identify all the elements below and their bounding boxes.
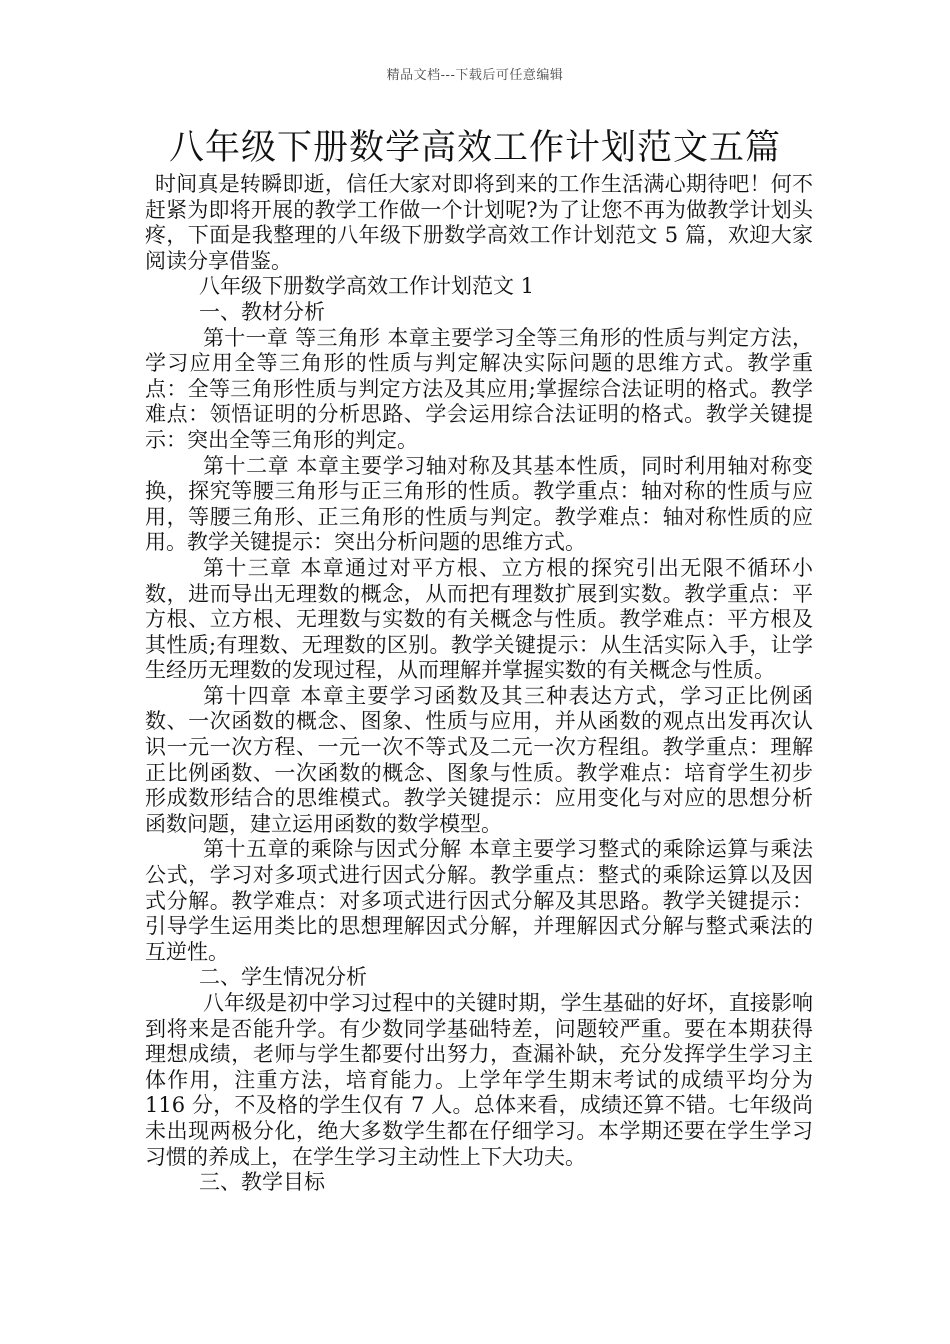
header-note: 精品文档---下载后可任意编辑	[386, 68, 564, 83]
paragraph-chapter-14: 第十四章 本章主要学习函数及其三种表达方式，学习正比例函数、一次函数的概念、图象、性质与应用，并从函数的观点出发再次认识一元一次方程、一元一次不等式及二元一次方程组。教学重点：理解正比例函数、一次函数的概念、图象与性质。教学难点：培育学生初步形成数形结合的思维模式。教学关键提示：应用变化与对应的思想分析函数问题，建立运用函数的数学模型。	[145, 683, 813, 836]
intro-paragraph: 时间真是转瞬即逝，信任大家对即将到来的工作生活满心期待吧！何不赶紧为即将开展的教学工作做一个计划呢?为了让您不再为做教学计划头疼，下面是我整理的八年级下册数学高效工作计划范文 5 篇，欢迎大家阅读分享借鉴。	[145, 172, 813, 273]
heading-teaching-goals: 三、教学目标	[199, 1170, 325, 1195]
heading-teaching-material: 一、教材分析	[199, 299, 325, 324]
document-title: 八年级下册数学高效工作计划范文五篇	[168, 128, 781, 168]
paragraph-chapter-15: 第十五章的乘除与因式分解 本章主要学习整式的乘除运算与乘法公式，学习对多项式进行因式分解。教学重点：整式的乘除运算以及因式分解。教学难点：对多项式进行因式分解及其思路。教学关键提示：引导学生运用类比的思想理解因式分解，并理解因式分解与整式乘法的互逆性。	[145, 837, 813, 964]
paragraph-chapter-13: 第十三章 本章通过对平方根、立方根的探究引出无限不循环小数，进而导出无理数的概念，从而把有理数扩展到实数。教学重点：平方根、立方根、无理数与实数的有关概念与性质。教学难点：平方根及其性质;有理数、无理数的区别。教学关键提示：从生活实际入手，让学生经历无理数的发现过程，从而理解并掌握实数的有关概念与性质。	[145, 555, 813, 683]
document-body	[145, 172, 813, 1196]
heading-student-analysis: 二、学生情况分析	[199, 965, 367, 990]
paragraph-chapter-12: 第十二章 本章主要学习轴对称及其基本性质，同时利用轴对称变换，探究等腰三角形与正三角形的性质。教学重点：轴对称的性质与应用，等腰三角形、正三角形的性质与判定。教学难点：轴对称性质的应用。教学关键提示：突出分析问题的思维方式。	[145, 453, 813, 555]
paragraph-chapter-11: 第十一章 等三角形 本章主要学习全等三角形的性质与判定方法，学习应用全等三角形的性质与判定解决实际问题的思维方式。教学重点：全等三角形性质与判定方法及其应用;掌握综合法证明的格式。教学难点：领悟证明的分析思路、学会运用综合法证明的格式。教学关键提示：突出全等三角形的判定。	[145, 325, 813, 452]
paragraph-student-analysis: 八年级是初中学习过程中的关键时期，学生基础的好坏，直接影响到将来是否能升学。有少数同学基础特差，问题较严重。要在本期获得理想成绩，老师与学生都要付出努力，查漏补缺，充分发挥学生学习主体作用，注重方法，培育能力。上学年学生期末考试的成绩平均分为 116 分，不及格的学生仅有 7 人。总体来看，成绩还算不错。七年级尚未出现两极分化，绝大多数学生都在仔细学习。本学期还要在学生学习习惯的养成上，在学生学习主动性上下大功夫。	[145, 991, 813, 1169]
section-title: 八年级下册数学高效工作计划范文 1	[199, 274, 535, 299]
